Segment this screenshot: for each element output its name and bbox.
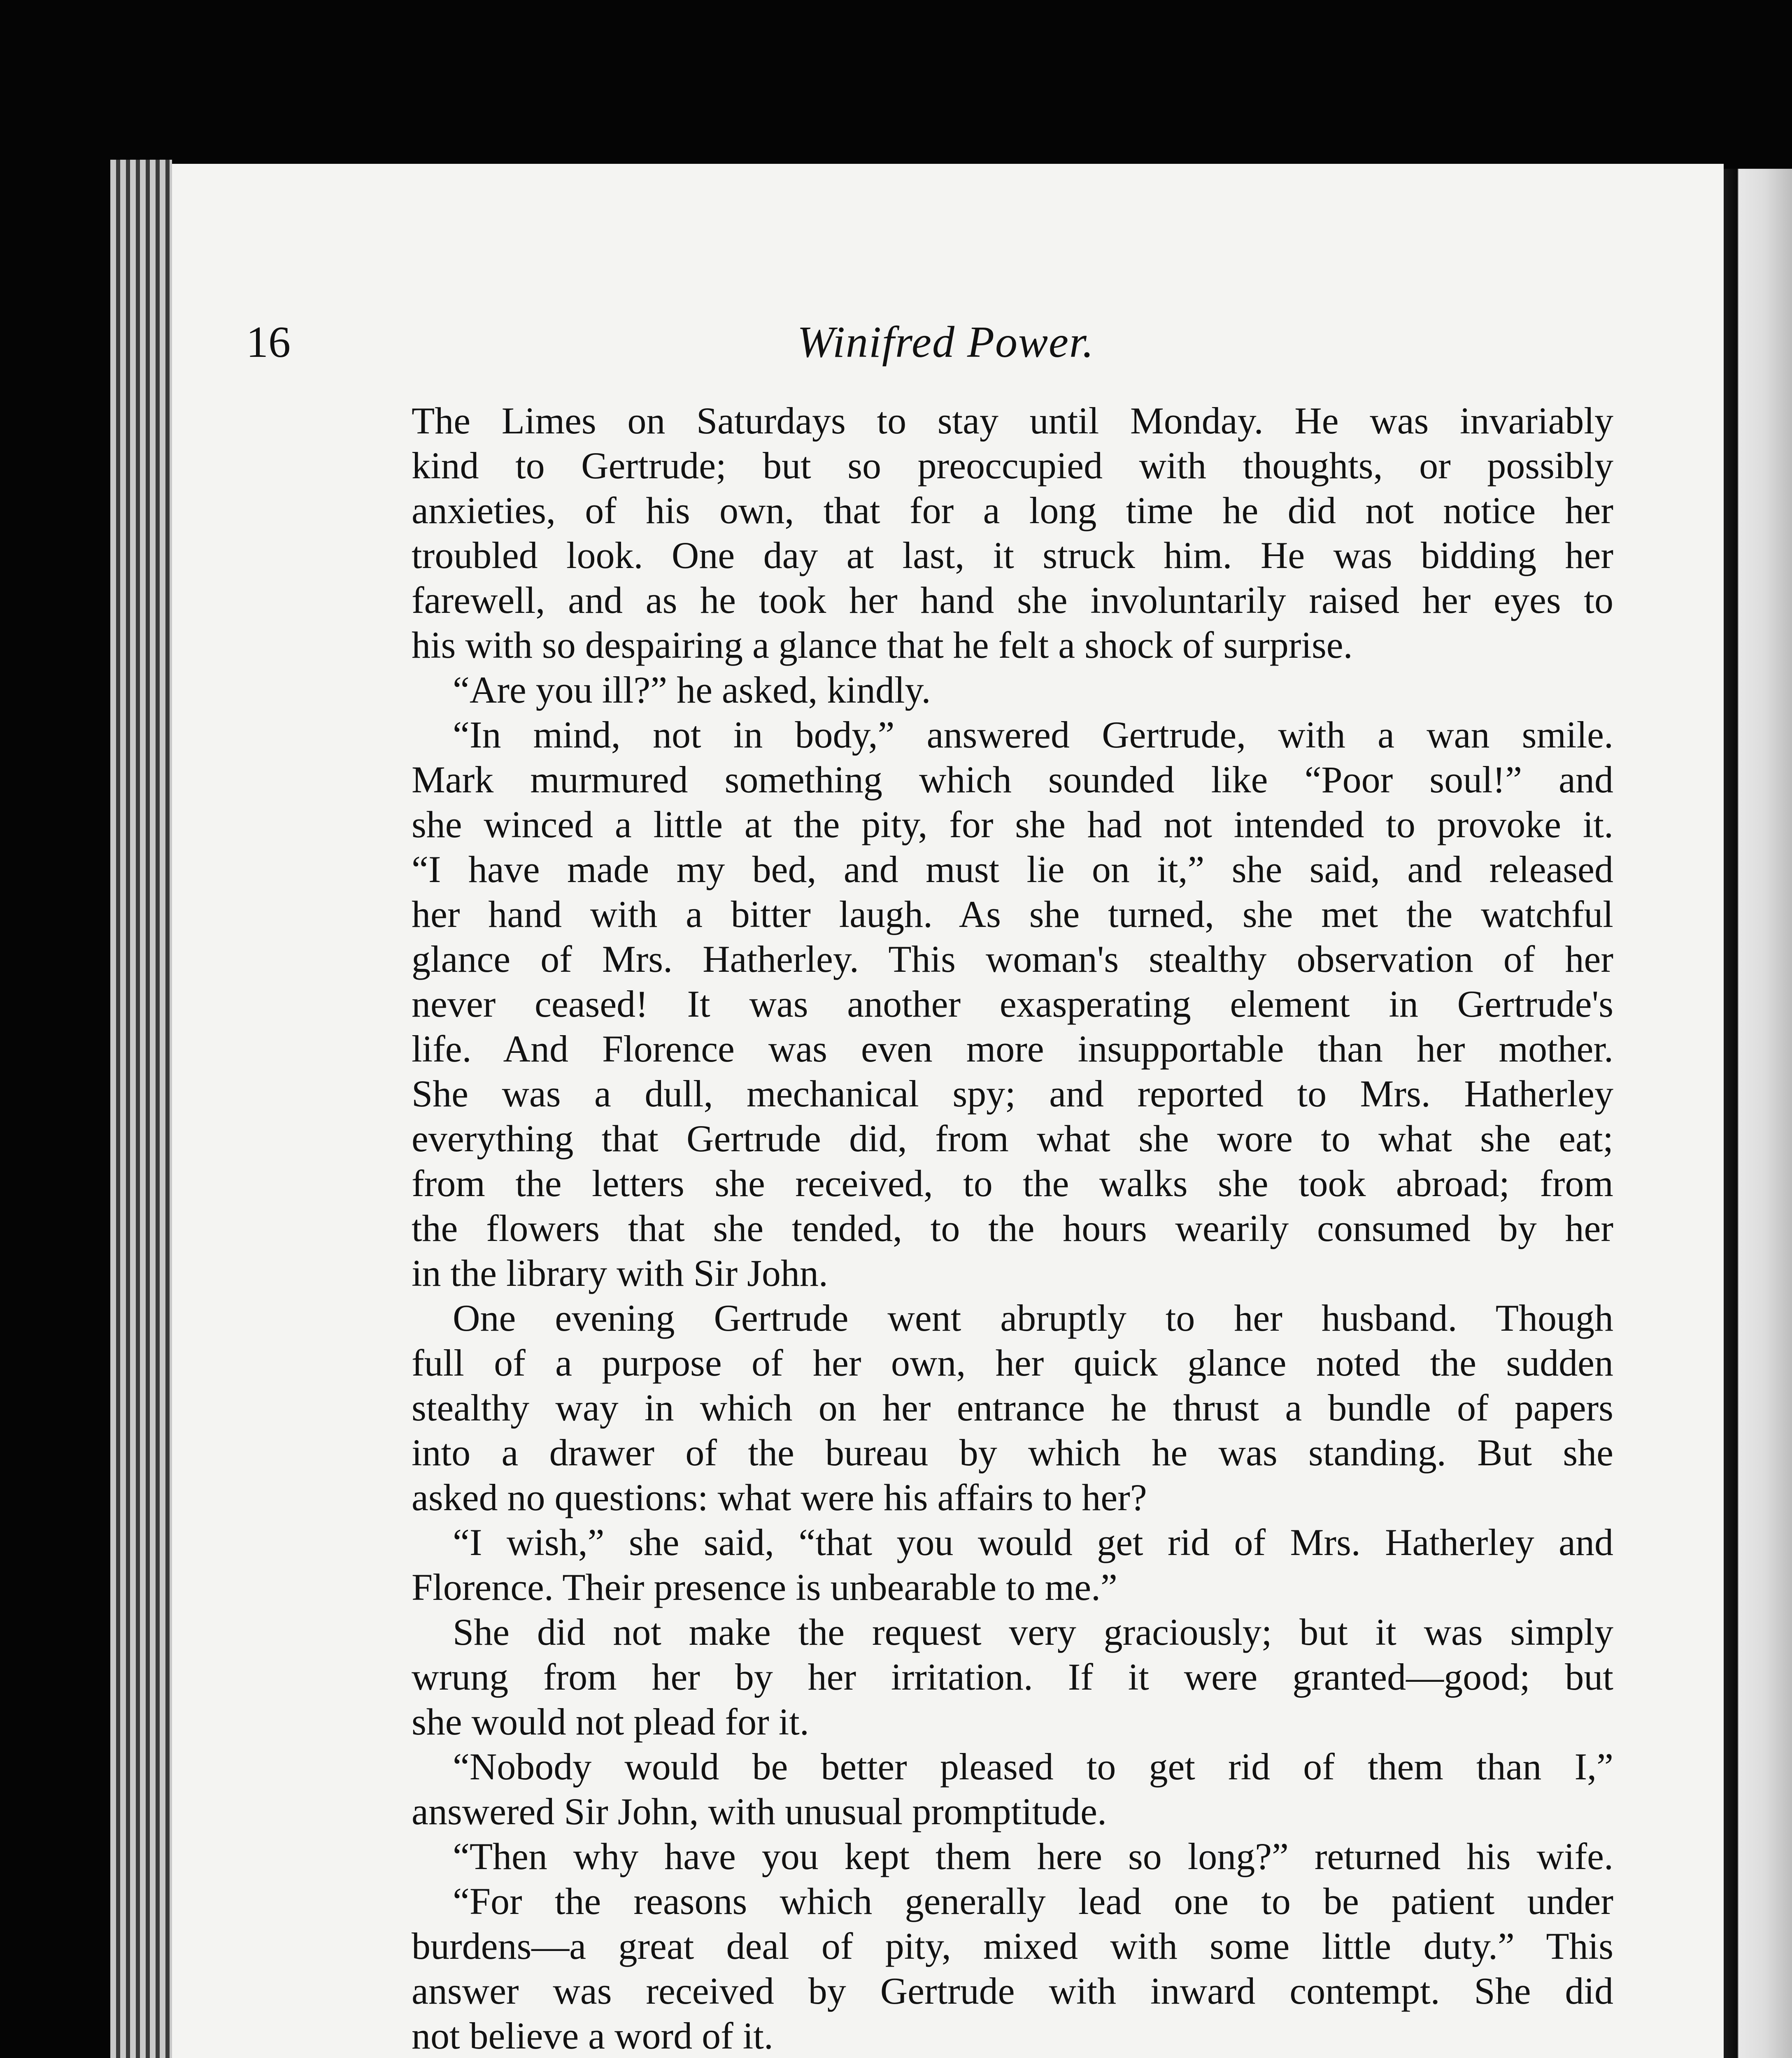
text-line: Mark murmured something which sounded like “Poor soul!” and	[412, 759, 1613, 801]
text-line: her hand with a bitter laugh. As she turned, she met the watchful	[412, 893, 1613, 935]
text-line: not believe a word of it.	[412, 2015, 773, 2057]
text-line: She did not make the request very graciously; but it was simply	[453, 1611, 1613, 1653]
text-line: never ceased! It was another exasperating element in Gertrude's	[412, 983, 1613, 1025]
body-text	[412, 398, 1613, 2058]
text-line: stealthy way in which on her entrance he thrust a bundle of papers	[412, 1387, 1613, 1429]
text-line: from the letters she received, to the walks she took abroad; from	[412, 1162, 1613, 1204]
text-line: his with so despairing a glance that he felt a shock of surprise.	[412, 624, 1353, 666]
text-line: glance of Mrs. Hatherley. This woman's stealthy observation of her	[412, 938, 1613, 980]
facing-page-edge	[1724, 169, 1792, 2058]
text-line: “I have made my bed, and must lie on it,” she said, and released	[412, 848, 1613, 890]
text-line: “In mind, not in body,” answered Gertrude, with a wan smile.	[453, 714, 1613, 756]
text-line: into a drawer of the bureau by which he was standing. But she	[412, 1432, 1613, 1474]
text-line: in the library with Sir John.	[412, 1252, 828, 1294]
text-line: she would not plead for it.	[412, 1701, 809, 1743]
text-line: life. And Florence was even more insupportable than her mother.	[412, 1028, 1613, 1070]
running-title: Winifred Power.	[797, 318, 1094, 367]
book-page-edges	[110, 160, 172, 2058]
text-line: troubled look. One day at last, it struck him. He was bidding her	[412, 534, 1613, 576]
text-line: “I wish,” she said, “that you would get rid of Mrs. Hatherley and	[453, 1521, 1613, 1563]
text-line: “Then why have you kept them here so long?” returned his wife.	[453, 1835, 1613, 1877]
text-line: “Are you ill?” he asked, kindly.	[453, 669, 931, 711]
text-line: asked no questions: what were his affairs to her?	[412, 1476, 1147, 1518]
text-line: farewell, and as he took her hand she involuntarily raised her eyes to	[412, 579, 1613, 621]
text-line: the flowers that she tended, to the hours wearily consumed by her	[412, 1207, 1613, 1249]
text-line: She was a dull, mechanical spy; and reported to Mrs. Hatherley	[412, 1073, 1613, 1115]
text-line: anxieties, of his own, that for a long time he did not notice her	[412, 489, 1613, 531]
text-line: Florence. Their presence is unbearable to me.”	[412, 1566, 1117, 1608]
text-line: “Nobody would be better pleased to get rid of them than I,”	[453, 1746, 1613, 1788]
text-line: One evening Gertrude went abruptly to her husband. Though	[453, 1297, 1613, 1339]
text-line: “For the reasons which generally lead one to be patient under	[453, 1880, 1613, 1922]
text-line: wrung from her by her irritation. If it were granted—good; but	[412, 1656, 1613, 1698]
text-line: burdens—a great deal of pity, mixed with some little duty.” This	[412, 1925, 1613, 1967]
text-line: she winced a little at the pity, for she had not intended to provoke it.	[412, 803, 1613, 845]
text-line: answered Sir John, with unusual promptitude.	[412, 1790, 1107, 1832]
text-line: answer was received by Gertrude with inward contempt. She did	[412, 1970, 1613, 2012]
text-line: kind to Gertrude; but so preoccupied with thoughts, or possibly	[412, 445, 1613, 487]
page-number: 16	[246, 318, 291, 367]
text-line: full of a purpose of her own, her quick glance noted the sudden	[412, 1342, 1613, 1384]
text-line: everything that Gertrude did, from what she wore to what she eat;	[412, 1117, 1613, 1159]
text-line: The Limes on Saturdays to stay until Monday. He was invariably	[412, 400, 1613, 442]
page-header	[246, 317, 1645, 379]
